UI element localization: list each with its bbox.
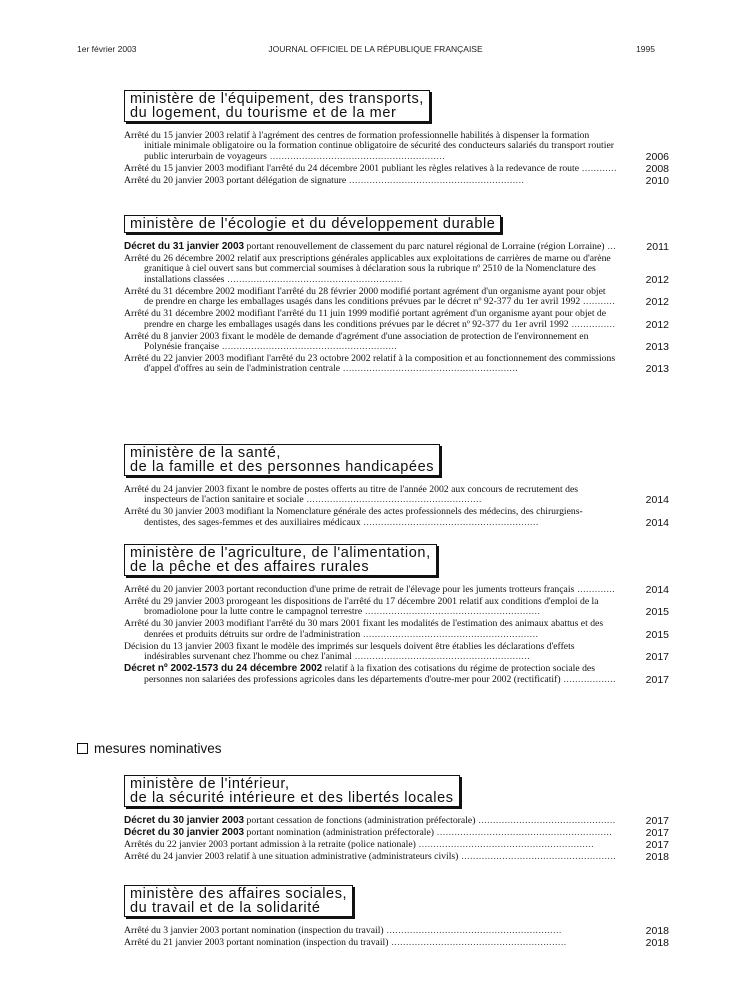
toc-entry[interactable] [124,242,669,252]
leader-dots: ............................................................ [388,937,567,948]
entry-page-number: 2017 [645,815,669,827]
entry-page-number: 2014 [645,494,669,507]
entry-text [124,354,617,375]
leader-dots: ............... [568,318,616,330]
entry-bold-title: Décret nº 2002-1573 du 24 décembre 2002 [124,663,323,675]
entry-text [124,309,617,330]
toc-entry[interactable] [124,287,669,308]
leader-dots: ............................................................ [434,827,613,838]
entry-text [124,816,617,826]
entry-bold-title: Décret du 30 janvier 2003 [124,815,245,826]
entry-page-number: 2018 [645,937,669,949]
entry-description: Arrêté du 20 janvier 2003 portant reconduction d'une prime de retrait de l'élevage pour les juments trotteurs français [124,584,575,595]
toc-entry[interactable] [124,642,669,663]
entry-page-number: 2017 [645,673,669,686]
toc-entry[interactable] [124,309,669,330]
toc-entry[interactable] [124,938,669,948]
entry-text [124,287,617,308]
entry-page-number: 2012 [645,296,669,309]
entry-text [124,938,617,948]
entry-text [124,254,617,285]
toc-entry[interactable] [124,926,669,936]
toc-entry[interactable] [124,828,669,838]
entry-page-number: 2014 [645,516,669,529]
toc-entry[interactable] [124,254,669,285]
entry-page-number: 2015 [645,606,669,619]
entry-description: Décision du 13 janvier 2003 fixant le modèle des imprimés sur lesquels doivent être établies les déclarations d'effets indésirables survenant chez l'homme ou chez l'animal [124,640,575,663]
entry-text [124,642,617,663]
entry-page-number: 2006 [645,150,669,163]
section-sante [124,444,669,530]
entry-text [124,176,617,186]
toc-entry[interactable] [124,164,669,174]
entry-description: Arrêté du 15 janvier 2003 modifiant l'arrêté du 24 décembre 2001 publiant les règles relatives à la redevance de route [124,162,579,174]
section-ecologie [124,215,669,376]
section-interieur [124,775,669,864]
entry-text [124,585,617,595]
entry-description: Arrêté du 29 janvier 2003 prorogeant les dispositions de l'arrêté du 17 décembre 2001 relatif aux conditions d'emploi de la bromadiolone pour la lutte contre le campagnol terrestre [124,596,599,618]
mesures-label: mesures nominatives [94,741,222,756]
toc-entry[interactable] [124,485,669,506]
entry-page-number: 2012 [645,273,669,286]
entry-page-number: 2017 [645,651,669,664]
entry-page-number: 2008 [645,162,669,175]
entry-description: Arrêté du 22 janvier 2003 modifiant l'arrêté du 23 octobre 2002 relatif à la composition et au fonctionnement des commissions d'appel d'offres au sein de l'administration centrale [124,353,616,375]
entry-description: Arrêté du 30 janvier 2003 modifiant l'arrêté du 30 mars 2001 fixant les modalités de l'estimation des animaux abattus et des denrées et produits détruits sur ordre de l'administration [124,618,604,640]
checkbox-square-icon [77,743,88,754]
entry-text [124,852,617,862]
toc-entry[interactable] [124,840,669,850]
toc-entry[interactable] [124,852,669,862]
entry-text [124,131,617,162]
entry-description: Arrêté du 3 janvier 2003 portant nomination (inspection du travail) [124,925,384,936]
entry-text [124,840,617,850]
section-agriculture [124,544,669,687]
section-affaires-sociales [124,885,669,950]
section-title: ministère de l'agriculture, de l'alimentation, de la pêche et des affaires rurales [124,544,437,576]
toc-entry[interactable] [124,597,669,618]
mesures-nominatives-heading [77,741,222,756]
entry-text [124,597,617,618]
leader-dots: ............................................................ [219,341,398,353]
section-equipement [124,90,669,188]
header-page-number: 1995 [636,44,655,54]
entry-text [124,332,617,353]
entry-description: relatif à la fixation des cotisations du régime de protection sociale des personnes non salariées des professions agricoles dans les départements d'outre-mer pour 2002 (rectificatif) [144,663,595,685]
entry-text [124,242,617,252]
entry-text [124,164,617,174]
toc-entry[interactable] [124,585,669,595]
toc-entry[interactable] [124,354,669,375]
entry-description: Arrêté du 26 décembre 2002 relatif aux prescriptions générales applicables aux exploitations de carrières de marne ou d'arène granitique à ciel ouvert sans but commercial soumises à déclaration sous la rubrique nº 2510 de la Nomenclature des installations classées [124,253,611,285]
entry-page-number: 2018 [645,851,669,863]
entry-text [124,828,617,838]
header-title: JOURNAL OFFICIEL DE LA RÉPUBLIQUE FRANÇAISE [268,44,483,54]
section-title: ministère de la santé, de la famille et des personnes handicapées [124,444,440,476]
entry-text [124,485,617,506]
section-title: ministère de l'écologie et du développement durable [124,215,501,233]
leader-dots: ............................................................ [346,174,525,186]
entry-page-number: 2012 [645,318,669,331]
leader-dots: ............................................................ [415,839,595,850]
entry-page-number: 2013 [645,363,669,376]
leader-dots: ............................................................ [303,494,482,506]
entry-description: Arrêté du 30 janvier 2003 modifiant la Nomenclature générale des actes professionnels des médecins, des chirurgiens-dentistes, des sages-femmes et des auxiliaires médicaux [124,506,583,528]
entry-text [124,619,617,640]
toc-entry[interactable] [124,176,669,186]
toc-entry[interactable] [124,664,669,685]
section-title: ministère de l'intérieur, de la sécurité intérieure et des libertés locales [124,775,460,807]
entry-description: portant renouvellement de classement du parc naturel régional de Lorraine (région Lorraine) [244,241,605,252]
entry-description: Arrêté du 24 janvier 2003 relatif à une situation administrative (administrateurs civils) [124,851,459,862]
leader-dots: ............................................................ [224,273,403,285]
toc-entry[interactable] [124,131,669,162]
entry-description: Arrêté du 15 janvier 2003 relatif à l'agrément des centres de formation professionnelle habilités à dispenser la formation initiale minimale obligatoire ou la formation continue obligatoire de sécurité des conducteurs salariés du transport routier public interurbain de voyageurs [124,130,614,162]
entry-page-number: 2017 [645,839,669,851]
leader-dots: ............................................................ [351,651,531,663]
header-date: 1er février 2003 [77,44,137,54]
entry-page-number: 2018 [645,925,669,937]
toc-entry[interactable] [124,507,669,528]
leader-dots: ............................................................ [360,628,539,640]
section-title: ministère de l'équipement, des transports, du logement, du tourisme et de la mer [124,90,430,122]
leader-dots: ........... [580,296,616,308]
entry-text [124,926,617,936]
entry-page-number: 2010 [645,174,669,187]
entry-description: portant nomination (administration préfectorale) [244,827,434,838]
leader-dots: .................. [560,673,617,685]
entry-page-number: 2013 [645,341,669,354]
section-title: ministère des affaires sociales, du travail et de la solidarité [124,885,353,917]
entry-description: Arrêté du 8 janvier 2003 fixant le modèle de demande d'agrément d'une association de protection de l'environnement en Polynésie française [124,330,589,353]
entry-description: portant cessation de fonctions (administration préfectorale) [244,815,476,826]
entry-description: Arrêté du 31 décembre 2002 modifiant l'arrêté du 11 juin 1999 modifié portant agrément d'un organisme ayant pour objet de prendre en charge les emballages usagés dans les conditions prévues par le décret nº 92-377 du 1er avril 1992 [124,308,607,330]
entry-text [124,664,617,685]
entry-page-number: 2015 [645,628,669,641]
entry-bold-title: Décret du 31 janvier 2003 [124,241,245,252]
entry-page-number: 2017 [645,827,669,839]
entry-description: Arrêté du 31 décembre 2002 modifiant l'arrêté du 28 février 2000 modifié portant agrément d'un organisme ayant pour objet de prendre en charge les emballages usagés dans les conditions prévues par le décret nº 92-377 du 1er avril 1992 [124,285,606,308]
toc-entry[interactable] [124,332,669,353]
leader-dots: ............. [574,584,616,595]
leader-dots: ............................................................ [340,363,519,375]
leader-dots: ............................................................ [362,606,541,618]
entry-page-number: 2011 [646,241,669,253]
leader-dots: ............ [579,162,617,174]
entry-description: Arrêtés du 22 janvier 2003 portant admission à la retraite (police nationale) [124,839,416,850]
leader-dots: ... [604,241,617,252]
toc-entry[interactable] [124,816,669,826]
entry-page-number: 2014 [645,584,669,596]
entry-bold-title: Décret du 30 janvier 2003 [124,827,245,838]
leader-dots: ..................................................... [458,851,617,862]
entry-description: Arrêté du 21 janvier 2003 portant nomination (inspection du travail) [124,937,389,948]
leader-dots: ............................................................ [383,925,562,936]
entry-text [124,507,617,528]
leader-dots: ............................................................ [360,516,539,528]
toc-entry[interactable] [124,619,669,640]
leader-dots: ............................................... [475,815,616,826]
entry-description: Arrêté du 24 janvier 2003 fixant le nombre de postes offerts au titre de l'année 2002 aux concours de recrutement des inspecteurs de l'action sanitaire et sociale [124,484,579,506]
entry-description: Arrêté du 20 janvier 2003 portant délégation de signature [124,174,347,186]
leader-dots: ............................................................ [266,150,446,162]
